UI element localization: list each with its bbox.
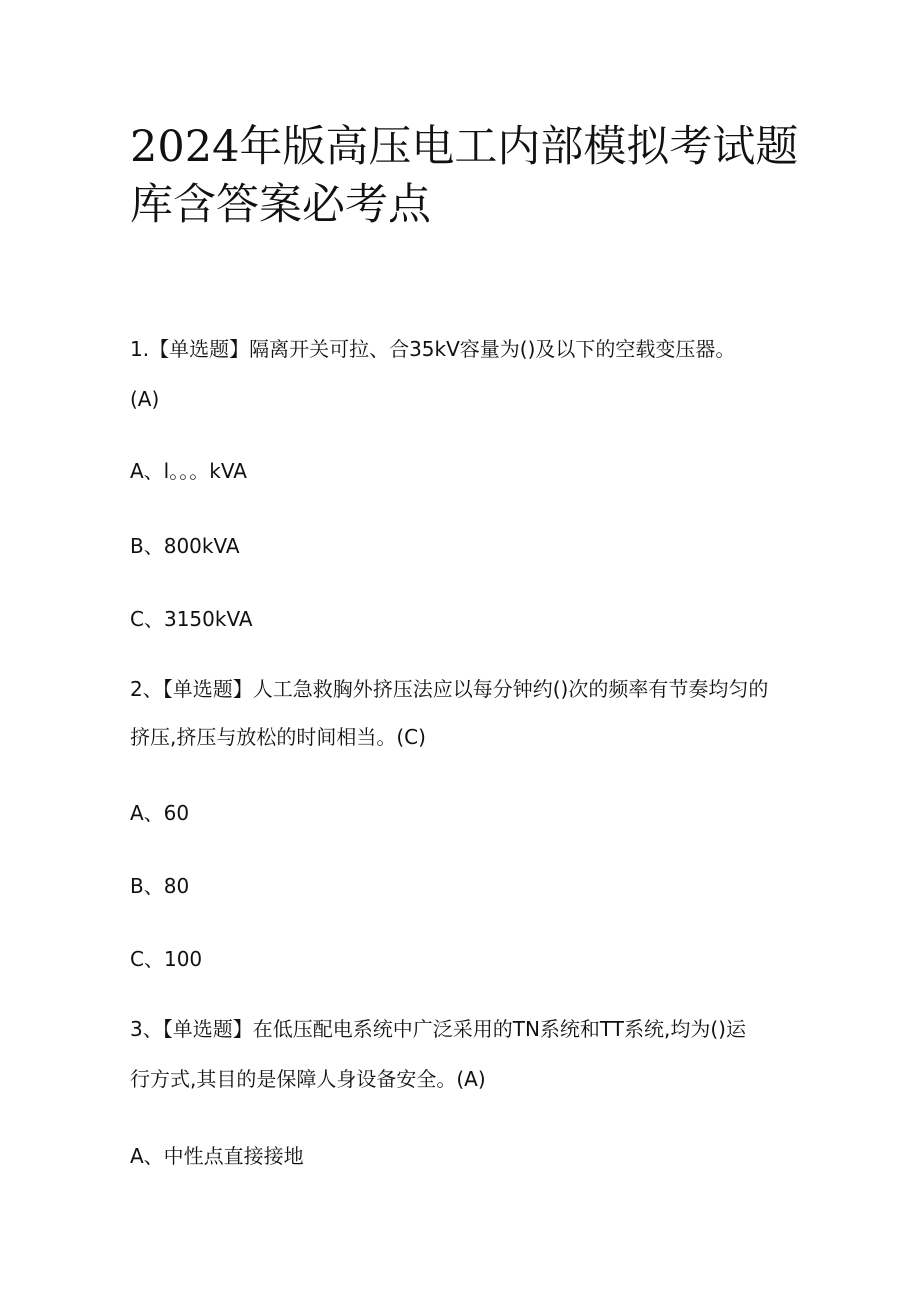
- question-2-option-b: B、80: [130, 874, 190, 898]
- question-2-text: 2、【单选题】人工急救胸外挤压法应以每分钟约()次的频率有节奏均匀的: [130, 677, 769, 701]
- document-title: [130, 118, 830, 234]
- question-2-text-cont: 挤压,挤压与放松的时间相当。(C): [130, 725, 426, 749]
- question-1-option-b: B、800kVA: [130, 534, 240, 558]
- title-line-2: 库含答案必考点: [130, 180, 431, 230]
- question-3-option-a: A、中性点直接接地: [130, 1144, 304, 1168]
- question-1-option-a: A、l。。。kVA: [130, 459, 247, 483]
- question-2-option-c: C、100: [130, 947, 203, 971]
- question-1-text: 1.【单选题】隔离开关可拉、合35kV容量为()及以下的空载变压器。: [130, 337, 736, 361]
- question-1-answer: (A): [130, 387, 160, 411]
- question-3-text-cont: 行方式,其目的是保障人身设备安全。(A): [130, 1067, 486, 1091]
- question-2-option-a: A、60: [130, 801, 190, 825]
- title-line-1: 2024年版高压电工内部模拟考试题: [130, 122, 799, 172]
- question-1-option-c: C、3150kVA: [130, 607, 253, 631]
- question-3-text: 3、【单选题】在低压配电系统中广泛采用的TN系统和TT系统,均为()运: [130, 1017, 746, 1041]
